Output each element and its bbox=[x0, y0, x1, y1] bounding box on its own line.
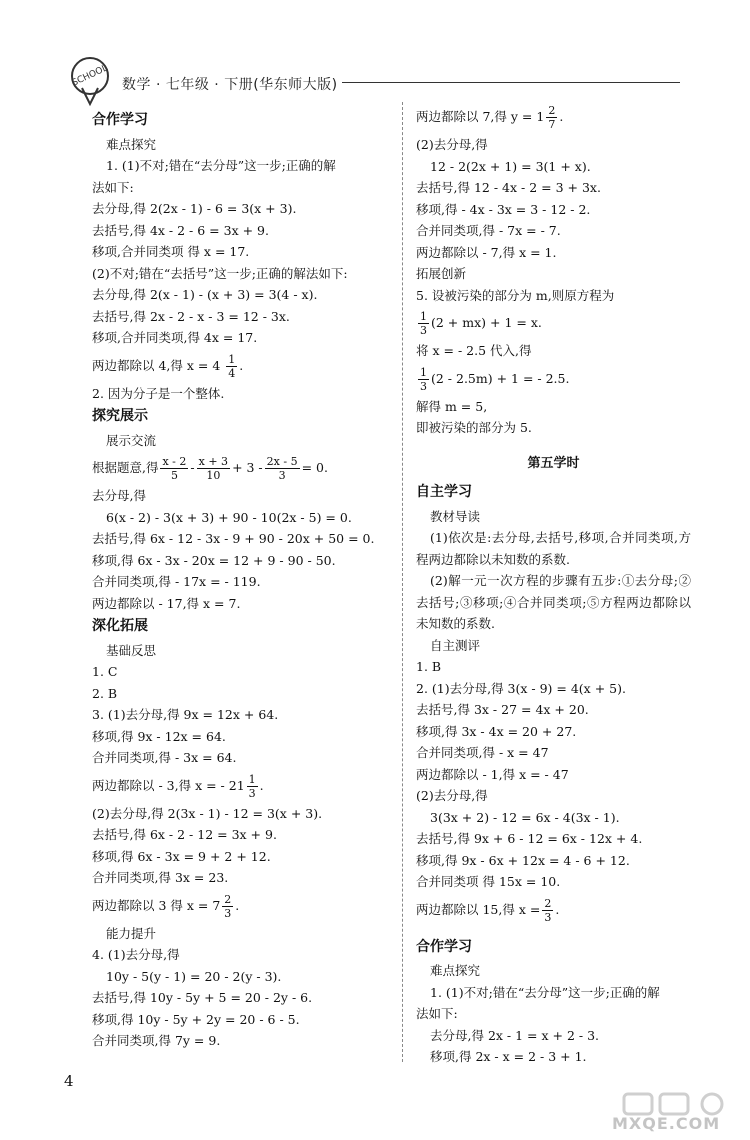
answer-line: 10y - 5(y - 1) = 20 - 2(y - 3). bbox=[106, 968, 282, 984]
answer-line: 5. 设被污染的部分为 m,则原方程为 bbox=[416, 287, 615, 303]
section-title: 合作学习 bbox=[416, 938, 472, 955]
answer-line: 去括号,得 10y - 5y + 5 = 20 - 2y - 6. bbox=[92, 990, 313, 1005]
answer-line: 移项,得 3x - 4x = 20 + 27. bbox=[416, 723, 577, 739]
answer-line: 去分母,得 2x - 1 = x + 2 - 3. bbox=[430, 1027, 600, 1043]
answer-line: 去分母,得 2(2x - 1) - 6 = 3(x + 3). bbox=[92, 201, 297, 216]
fraction: $\frac{1}{3}$ bbox=[420, 365, 427, 393]
answer-line: 去括号,得 12 - 4x - 2 = 3 + 3x. bbox=[416, 180, 601, 195]
answer-line: 去分母,得 2(x - 1) - (x + 3) = 3(4 - x). bbox=[92, 287, 318, 302]
answer-line: 去分母,得 bbox=[92, 488, 146, 503]
section-title: 探究展示 bbox=[92, 408, 148, 424]
fraction: $\frac{1}{3}$ bbox=[420, 310, 427, 337]
left-column bbox=[92, 108, 392, 1052]
logo-text: SCHOOL bbox=[70, 63, 110, 89]
answer-line: 去括号,得 6x - 12 - 3x - 9 + 90 - 20x + 50 = 0. bbox=[92, 531, 375, 546]
equation-line: $\frac{1}{3}$ (2 - 2.5m) + 1 = - 2.5. bbox=[420, 365, 570, 393]
subsection-title: 拓展创新 bbox=[416, 266, 467, 281]
answer-line-fraction: 两边都除以 3 得 x = 7 $\frac{2}{3}$ . bbox=[92, 892, 240, 920]
school-logo-icon bbox=[62, 52, 118, 108]
section-title: 自主学习 bbox=[416, 484, 472, 500]
answer-line: 2. (1)去分母,得 3(x - 9) = 4(x + 5). bbox=[416, 680, 626, 696]
watermark-text: MXQE.COM bbox=[612, 1114, 721, 1133]
answer-line: 两边都除以 - 17,得 x = 7. bbox=[92, 595, 241, 611]
answer-line: 两边都除以 - 7,得 x = 1. bbox=[416, 244, 557, 260]
answer-line: 法如下: bbox=[416, 1006, 458, 1021]
answer-line: 移项,合并同类项 得 x = 17. bbox=[92, 244, 250, 259]
fraction: $\frac{x + 3}{10}$ bbox=[198, 455, 229, 482]
answer-line: 合并同类项,得 - x = 47 bbox=[416, 745, 549, 760]
answer-line: 去括号,得 4x - 2 - 6 = 3x + 9. bbox=[92, 222, 269, 238]
section-title: 合作学习 bbox=[92, 112, 148, 128]
subsection-title: 难点探究 bbox=[430, 963, 481, 978]
answer-line: 移项,得 10y - 5y + 2y = 20 - 6 - 5. bbox=[92, 1011, 300, 1027]
subsection-title: 难点探究 bbox=[106, 136, 157, 152]
paragraph: (2)解一元一次方程的步骤有五步:①去分母;②去括号;③移项;④合并同类项;⑤方程两边都除以未知数的系数. bbox=[416, 573, 691, 631]
equation-line: $\frac{1}{3}$ (2 + mx) + 1 = x. bbox=[420, 310, 542, 337]
header-rule bbox=[342, 82, 680, 83]
section-title: 深化拓展 bbox=[92, 618, 148, 634]
fraction: $\frac{2}{3}$ bbox=[544, 896, 552, 924]
fraction: $\frac{2}{7}$ bbox=[548, 104, 556, 131]
fraction: $\frac{2x - 5}{3}$ bbox=[266, 455, 298, 482]
answer-line: 合并同类项,得 - 7x = - 7. bbox=[416, 223, 561, 238]
subsection-title: 展示交流 bbox=[106, 432, 157, 448]
right-column bbox=[416, 104, 691, 1068]
fraction: $\frac{1}{4}$ bbox=[228, 352, 236, 380]
lesson-heading: 第五学时 bbox=[527, 455, 580, 471]
fraction: $\frac{1}{3}$ bbox=[248, 772, 256, 800]
answer-line: 将 x = - 2.5 代入,得 bbox=[416, 343, 532, 358]
column-divider bbox=[402, 102, 403, 1062]
answer-line: (2)去分母,得 2(3x - 1) - 12 = 3(x + 3). bbox=[92, 805, 323, 821]
answer-line: (2)不对;错在“去括号”这一步;正确的解法如下: bbox=[92, 265, 348, 281]
answer-line: 4. (1)去分母,得 bbox=[92, 947, 180, 962]
answer-line: 去括号,得 6x - 2 - 12 = 3x + 9. bbox=[92, 827, 277, 842]
answer-line: 合并同类项,得 - 3x = 64. bbox=[92, 750, 237, 765]
answer-line: 去括号,得 2x - 2 - x - 3 = 12 - 3x. bbox=[92, 308, 290, 324]
answer-line: 去括号,得 3x - 27 = 4x + 20. bbox=[416, 702, 589, 717]
answer-line: (2)去分母,得 bbox=[416, 788, 488, 803]
subsection-title: 基础反思 bbox=[106, 642, 157, 658]
answer-line: 2. 因为分子是一个整体. bbox=[92, 385, 225, 401]
subsection-title: 教材导读 bbox=[430, 508, 481, 524]
equation-line: 根据题意,得 $\frac{x - 2}{5}$ - $\frac{x + 3}{10}$ + 3 - $\frac{2x - 5}{3}$ = 0. bbox=[92, 455, 328, 482]
fraction: $\frac{x - 2}{5}$ bbox=[162, 455, 187, 482]
answer-line: 1. B bbox=[416, 659, 442, 674]
answer-line: 移项,得 - 4x - 3x = 3 - 12 - 2. bbox=[416, 201, 591, 217]
answer-line: 合并同类项,得 - 17x = - 119. bbox=[92, 574, 261, 589]
answer-line: 两边都除以 - 1,得 x = - 47 bbox=[416, 766, 569, 782]
answer-line: (2)去分母,得 bbox=[416, 137, 488, 152]
answer-line: 1. (1)不对;错在“去分母”这一步;正确的解 bbox=[106, 158, 336, 173]
subsection-title: 自主测评 bbox=[430, 637, 481, 653]
answer-line: 移项,得 6x - 3x - 20x = 12 + 9 - 90 - 50. bbox=[92, 552, 336, 568]
answer-line: 2. B bbox=[92, 685, 118, 701]
answer-line: 移项,得 6x - 3x = 9 + 2 + 12. bbox=[92, 848, 271, 864]
answer-line: 6(x - 2) - 3(x + 3) + 90 - 10(2x - 5) = 0. bbox=[106, 509, 352, 525]
answer-line-fraction: 两边都除以 7,得 y = 1 $\frac{2}{7}$ . bbox=[416, 104, 564, 131]
answer-line: 移项,得 2x - x = 2 - 3 + 1. bbox=[430, 1049, 587, 1064]
page-number: 4 bbox=[64, 1072, 74, 1090]
answer-line: 解得 m = 5, bbox=[416, 398, 488, 414]
subsection-title: 能力提升 bbox=[106, 925, 157, 941]
answer-line: 合并同类项 得 15x = 10. bbox=[416, 874, 561, 889]
answer-line: 移项,得 9x - 12x = 64. bbox=[92, 728, 226, 744]
answer-line: 合并同类项,得 3x = 23. bbox=[92, 870, 229, 885]
answer-line-fraction: 两边都除以 15,得 x = $\frac{2}{3}$ . bbox=[416, 896, 560, 924]
answer-line: 移项,合并同类项,得 4x = 17. bbox=[92, 330, 258, 345]
answer-line: 1. (1)不对;错在“去分母”这一步;正确的解 bbox=[430, 984, 660, 1000]
answer-line: 12 - 2(2x + 1) = 3(1 + x). bbox=[430, 158, 591, 174]
fraction: $\frac{2}{3}$ bbox=[224, 892, 232, 920]
answer-line: 3. (1)去分母,得 9x = 12x + 64. bbox=[92, 707, 279, 722]
answer-line: 合并同类项,得 7y = 9. bbox=[92, 1033, 221, 1048]
answer-line: 即被污染的部分为 5. bbox=[416, 420, 532, 435]
answer-text: 两边都除以 4,得 x = 4 bbox=[92, 357, 221, 373]
answer-line-fraction: 两边都除以 - 3,得 x = - 21 $\frac{1}{3}$ . bbox=[92, 772, 264, 800]
answer-line-fraction: 两边都除以 4,得 x = 4 $\frac{1}{4}$ . bbox=[92, 352, 244, 380]
answer-line: 1. C bbox=[92, 664, 118, 679]
answer-line: 移项,得 9x - 6x + 12x = 4 - 6 + 12. bbox=[416, 852, 630, 868]
book-title: 数学 · 七年级 · 下册(华东师大版) bbox=[122, 77, 338, 93]
answer-line: 法如下: bbox=[92, 179, 134, 195]
paragraph: (1)依次是:去分母,去括号,移项,合并同类项,方程两边都除以未知数的系数. bbox=[416, 530, 691, 567]
watermark bbox=[604, 1092, 746, 1136]
answer-line: 去括号,得 9x + 6 - 12 = 6x - 12x + 4. bbox=[416, 831, 643, 846]
answer-line: 3(3x + 2) - 12 = 6x - 4(3x - 1). bbox=[430, 809, 620, 825]
